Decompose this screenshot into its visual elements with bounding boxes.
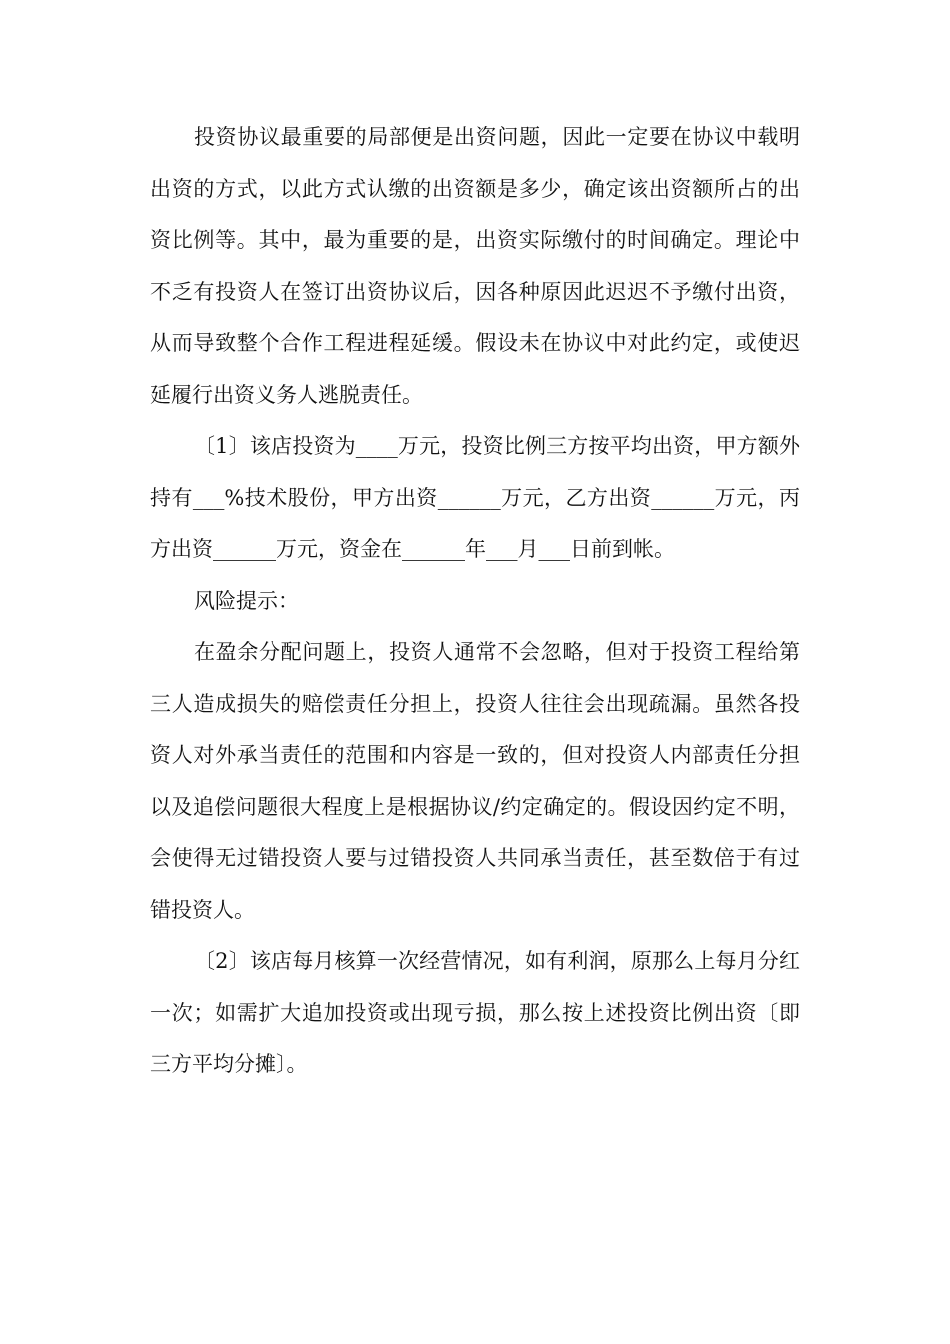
paragraph-risk-warning-heading: 风险提示： — [194, 588, 299, 613]
paragraph-clause-2-dividends: 〔2〕该店每月核算一次经营情况，如有利润，原那么上每月分红一次；如需扩大追加投资或出现亏损，那么按上述投资比例出资〔即三方平均分摊〕。 — [150, 949, 800, 1076]
paragraph-capital-contribution: 投资协议最重要的局部便是出资问题，因此一定要在协议中载明出资的方式，以此方式认缴的出资额是多少，确定该出资额所占的出资比例等。其中，最为重要的是，出资实际缴付的时间确定。理论中不乏有投资人在签订出资协议后，因各种原因此迟迟不予缴付出资，从而导致整个合作工程进程延缓。假设未在协议中对此约定，或使迟延履行出资义务人逃脱责任。 — [150, 125, 800, 407]
document-page — [150, 112, 800, 1091]
paragraph-clause-1-investment: 〔1〕该店投资为____万元，投资比例三方按平均出资，甲方额外持有___%技术股份，甲方出资______万元，乙方出资______万元，丙方出资______万元，资金在______年___月___日前到帐。 — [150, 434, 800, 561]
paragraph-profit-liability: 在盈余分配问题上，投资人通常不会忽略，但对于投资工程给第三人造成损失的赔偿责任分担上，投资人往往会出现疏漏。虽然各投资人对外承当责任的范围和内容是一致的，但对投资人内部责任分担以及追偿问题很大程度上是根据协议/约定确定的。假设因约定不明，会使得无过错投资人要与过错投资人共同承当责任，甚至数倍于有过错投资人。 — [150, 640, 800, 922]
